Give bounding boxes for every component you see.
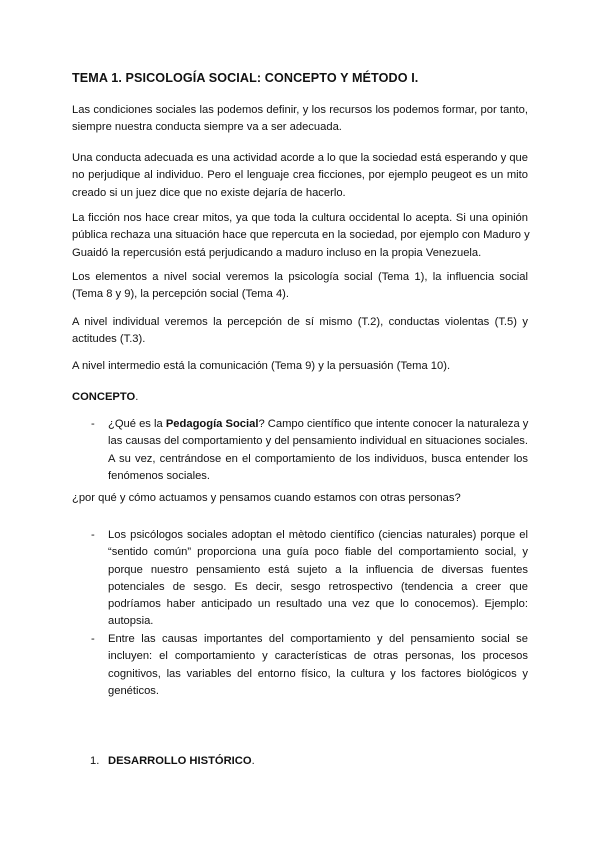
heading-suffix: .	[135, 391, 139, 403]
bullet-marker: -	[91, 418, 95, 430]
text-line: siempre nuestra conducta siempre va a ser adecuada.	[72, 121, 342, 134]
text-line: actitudes (T.3).	[72, 333, 146, 346]
paragraph-intermediate-level	[72, 358, 528, 375]
paragraph-social-level	[72, 269, 528, 304]
paragraph-conduct	[72, 150, 528, 202]
text-line: podríamos haber anticipado un resultado una vez que lo conocemos). Ejemplo:	[108, 598, 528, 611]
text-line: potenciales de sesgo. Es decir, sesgo retrospectivo (tendencia a creer que	[108, 580, 528, 593]
text-line: cognitivos, las variables del entorno físico, la cultura y los factores biológicos y	[108, 667, 528, 680]
bullet-marker: -	[91, 633, 95, 645]
section-heading-concepto	[72, 391, 138, 403]
text-line: ¿por qué y cómo actuamos y pensamos cuando estamos con otras personas?	[72, 492, 461, 504]
text-line: Los psicólogos sociales adoptan el mètodo científico (ciencias naturales) porque el	[108, 529, 528, 541]
bullet-item-causes	[108, 631, 528, 700]
text-line: Las condiciones sociales las podemos definir, y los recursos los podemos formar, por tanto,	[72, 104, 528, 116]
text-line: autopsia.	[108, 615, 154, 628]
text-line: fenómenos sociales.	[108, 469, 210, 482]
section-heading-desarrollo-historico	[90, 755, 255, 767]
text-line: La ficción nos hace crear mitos, ya que toda la cultura occidental lo acepta. Si una opinión	[72, 212, 528, 224]
text-line	[108, 416, 528, 433]
bullet-item-method	[108, 527, 528, 631]
text-line: Los elementos a nivel social veremos la psicología social (Tema 1), la influencia social	[72, 271, 528, 283]
text-fragment: ? Campo científico que intente conocer la naturaleza y	[258, 418, 529, 430]
bold-term: Pedagogía Social	[165, 418, 259, 430]
heading-suffix: .	[251, 755, 255, 767]
text-fragment: ¿Qué es la	[108, 418, 166, 430]
text-line: creado si un juez dice que no existe dejaría de hacerlo.	[72, 186, 346, 199]
text-line: A nivel individual veremos la percepción de sí mismo (T.2), conductas violentas (T.5) y	[72, 316, 528, 328]
paragraph-individual-level	[72, 314, 528, 349]
text-line: pública rechaza una situación hace que repercuta en la sociedad, por ejemplo con Maduro y	[72, 229, 530, 242]
text-line: Una conducta adecuada es una actividad acorde a lo que la sociedad está esperando y que	[72, 152, 528, 164]
text-line: A su vez, centrándose en el comportamiento de los individuos, busca entender los	[108, 452, 528, 465]
bullet-item-pedagogia	[108, 416, 528, 485]
heading-label: DESARROLLO HISTÓRICO	[108, 755, 252, 767]
text-line: genéticos.	[108, 684, 159, 697]
text-line: incluyen: el comportamiento y características de otras personas, los procesos	[108, 650, 528, 663]
list-number: 1.	[90, 755, 100, 767]
heading-label: CONCEPTO	[72, 391, 136, 403]
paragraph-question	[72, 490, 528, 507]
text-line: las causas del comportamiento y del pensamiento individual en situaciones sociales.	[108, 435, 528, 448]
paragraph-conditions	[72, 102, 528, 137]
paragraph-fiction	[72, 210, 528, 262]
text-line: porque nuestro pensamiento está sujeto a la influencia de diversas fuentes	[108, 563, 528, 576]
text-line: A nivel intermedio está la comunicación (Tema 9) y la persuasión (Tema 10).	[72, 360, 451, 372]
text-line: Guaidó la repercusión está perjudicando a maduro incluso en la propia Venezuela.	[72, 246, 482, 259]
text-line: (Tema 8 y 9), la percepción social (Tema 4).	[72, 288, 289, 301]
text-line: “sentido común” proporciona una guía poco fiable del comportamiento social, y	[108, 546, 528, 559]
text-line: Entre las causas importantes del comportamiento y del pensamiento social se	[108, 633, 528, 645]
page-title: TEMA 1. PSICOLOGÍA SOCIAL: CONCEPTO Y MÉTODO I.	[72, 71, 419, 85]
bullet-marker: -	[91, 529, 95, 541]
text-line: no perjudique al individuo. Pero el lenguaje crea ficciones, por ejemplo peugeot es un mito	[72, 169, 528, 182]
